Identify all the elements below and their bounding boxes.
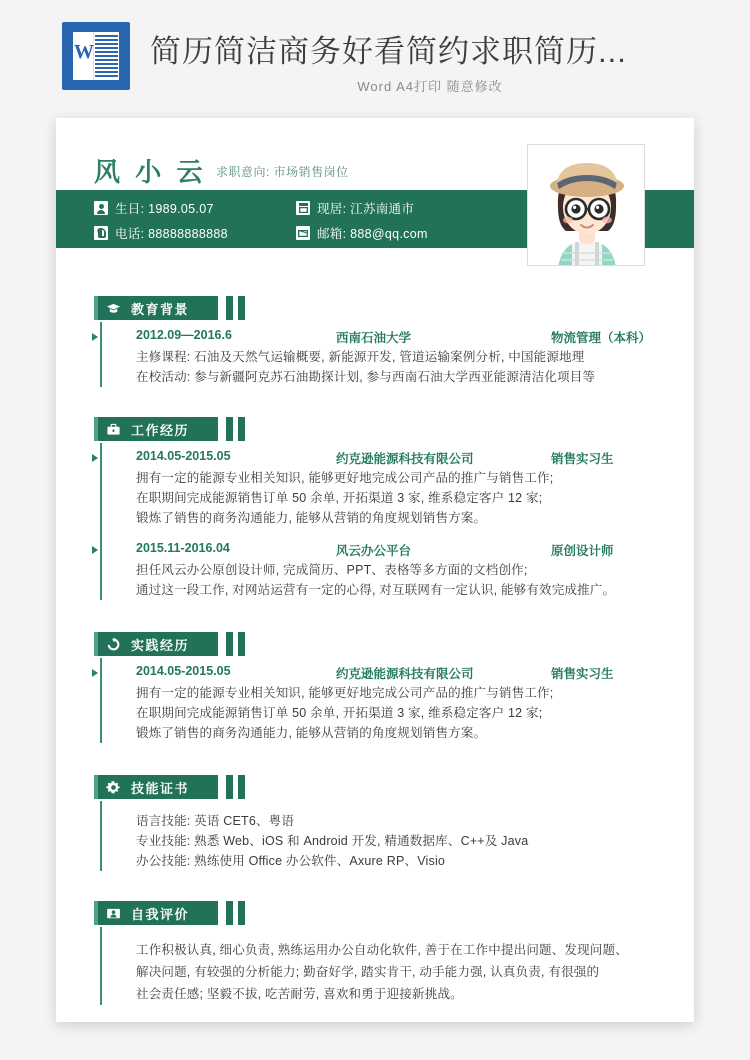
section-practice (56, 632, 694, 743)
section-header-skills (94, 775, 694, 799)
section-self-evaluation (56, 901, 694, 1005)
entry-date: 2014.05-2015.05 (136, 449, 231, 463)
refresh-icon (106, 637, 121, 652)
contact-city (296, 199, 414, 217)
entry-detail-line: 在职期间完成能源销售订单 50 余单, 开拓渠道 3 家, 维系稳定客户 12 家; (136, 706, 543, 720)
entry-headline (136, 328, 694, 347)
section-tab-work (94, 417, 218, 441)
tab-edge (94, 417, 98, 441)
entry-detail-line: 拥有一定的能源专业相关知识, 能够更好地完成公司产品的推广与销售工作; (136, 686, 554, 700)
word-icon-letter: W (74, 41, 94, 63)
section-label-self: 自我评价 (131, 906, 190, 922)
section-tab-skills (94, 775, 218, 799)
avatar-illustration (528, 145, 645, 266)
section-tab-self (94, 901, 218, 925)
self-eval-line: 工作积极认真, 细心负责, 熟练运用办公自动化软件, 善于在工作中提出问题、发现问题、 (136, 943, 628, 957)
section-header-self (94, 901, 694, 925)
education-entry (136, 328, 694, 387)
entry-date: 2014.05-2015.05 (136, 664, 231, 678)
self-eval-line: 社会责任感; 坚毅不拔, 吃苦耐劳, 喜欢和勇于迎接新挑战。 (136, 987, 463, 1001)
contact-birthday (94, 199, 214, 217)
skill-line: 语言技能: 英语 CET6、粤语 (136, 814, 295, 828)
page-banner (0, 0, 750, 118)
section-label-education: 教育背景 (131, 301, 190, 317)
bullet-arrow-icon (92, 454, 98, 462)
self-eval-line: 解决问题, 有较强的分析能力; 勤奋好学, 踏实肯干, 动手能力强, 认真负责, 有很强的 (136, 965, 600, 979)
entry-date: 2015.11-2016.04 (136, 541, 230, 555)
entry-detail-line: 担任风云办公原创设计师, 完成简历、PPT、表格等多方面的文档创作; (136, 563, 528, 577)
mail-icon (296, 226, 310, 240)
section-header-work (94, 417, 694, 441)
entry-organization: 风云办公平台 (336, 544, 412, 558)
contact-phone-text: 电话: 88888888888 (115, 227, 228, 241)
practice-entry (136, 664, 694, 743)
entry-headline (136, 541, 694, 560)
bullet-arrow-icon (92, 669, 98, 677)
bullet-arrow-icon (92, 333, 98, 341)
section-skills (56, 775, 694, 871)
section-work (56, 417, 694, 600)
phone-icon (94, 226, 108, 240)
contact-email-text: 邮箱: 888@qq.com (317, 227, 428, 241)
contact-phone (94, 224, 228, 242)
section-tab-practice (94, 632, 218, 656)
section-body-self (100, 927, 694, 1005)
graduation-cap-icon (106, 301, 121, 316)
section-accent-bars (226, 632, 245, 656)
section-header-education (94, 296, 694, 320)
contact-email (296, 224, 428, 242)
page-subtitle: Word A4打印 随意修改 (357, 79, 503, 94)
candidate-name: 风 小 云 (94, 157, 207, 187)
contact-birthday-text: 生日: 1989.05.07 (115, 202, 214, 216)
entry-organization: 西南石油大学 (336, 331, 412, 345)
entry-role: 销售实习生 (551, 452, 614, 466)
tab-edge (94, 632, 98, 656)
tab-edge (94, 296, 98, 320)
section-body-skills (100, 801, 694, 871)
entry-detail-line: 在校活动: 参与新疆阿克苏石油勘探计划, 参与西南石油大学西亚能源清洁化项目等 (136, 370, 596, 384)
entry-detail-line: 主修课程: 石油及天然气运输概要, 新能源开发, 管道运输案例分析, 中国能源地理 (136, 350, 585, 364)
tab-edge (94, 775, 98, 799)
entry-headline (136, 449, 694, 468)
section-education (56, 296, 694, 387)
entry-organization: 约克逊能源科技有限公司 (336, 667, 474, 681)
entry-detail-line: 锻炼了销售的商务沟通能力, 能够从营销的角度规划销售方案。 (136, 511, 487, 525)
entry-headline (136, 664, 694, 683)
entry-detail-line: 拥有一定的能源专业相关知识, 能够更好地完成公司产品的推广与销售工作; (136, 471, 554, 485)
section-body-practice (100, 658, 694, 743)
word-icon-lines (95, 35, 118, 77)
entry-role: 销售实习生 (551, 667, 614, 681)
work-entry (136, 541, 694, 600)
section-label-work: 工作经历 (131, 422, 190, 438)
section-label-skills: 技能证书 (131, 780, 190, 796)
page-title: 简历简洁商务好看简约求职简历... (150, 34, 627, 69)
calendar-icon (296, 201, 310, 215)
entry-detail-line: 锻炼了销售的商务沟通能力, 能够从营销的角度规划销售方案。 (136, 726, 487, 740)
resume-page (56, 118, 694, 1022)
section-accent-bars (226, 775, 245, 799)
entry-role: 原创设计师 (551, 544, 614, 558)
section-accent-bars (226, 901, 245, 925)
avatar (527, 144, 645, 266)
entry-detail-line: 在职期间完成能源销售订单 50 余单, 开拓渠道 3 家, 维系稳定客户 12 家; (136, 491, 543, 505)
contact-city-text: 现居: 江苏南通市 (317, 202, 415, 216)
person-icon (94, 201, 108, 215)
word-document-icon (62, 22, 130, 90)
entry-organization: 约克逊能源科技有限公司 (336, 452, 474, 466)
user-badge-icon (106, 906, 121, 921)
gear-icon (106, 780, 121, 795)
work-entry (136, 449, 694, 528)
section-label-practice: 实践经历 (131, 637, 190, 653)
entry-role: 物流管理（本科） (551, 331, 652, 345)
tab-edge (94, 901, 98, 925)
entry-detail-line: 通过这一段工作, 对网站运营有一定的心得, 对互联网有一定认识, 能够有效完成推广。 (136, 583, 616, 597)
section-tab-education (94, 296, 218, 320)
section-accent-bars (226, 296, 245, 320)
section-body-education (100, 322, 694, 387)
skill-line: 专业技能: 熟悉 Web、iOS 和 Android 开发, 精通数据库、C++及 Java (136, 834, 529, 848)
section-header-practice (94, 632, 694, 656)
bullet-arrow-icon (92, 546, 98, 554)
skill-line: 办公技能: 熟练使用 Office 办公软件、Axure RP、Visio (136, 854, 446, 868)
section-body-work (100, 443, 694, 600)
entry-date: 2012.09—2016.6 (136, 328, 232, 342)
resume-header (56, 118, 694, 270)
job-objective: 求职意向: 市场销售岗位 (216, 165, 349, 179)
section-accent-bars (226, 417, 245, 441)
briefcase-icon (106, 422, 121, 437)
